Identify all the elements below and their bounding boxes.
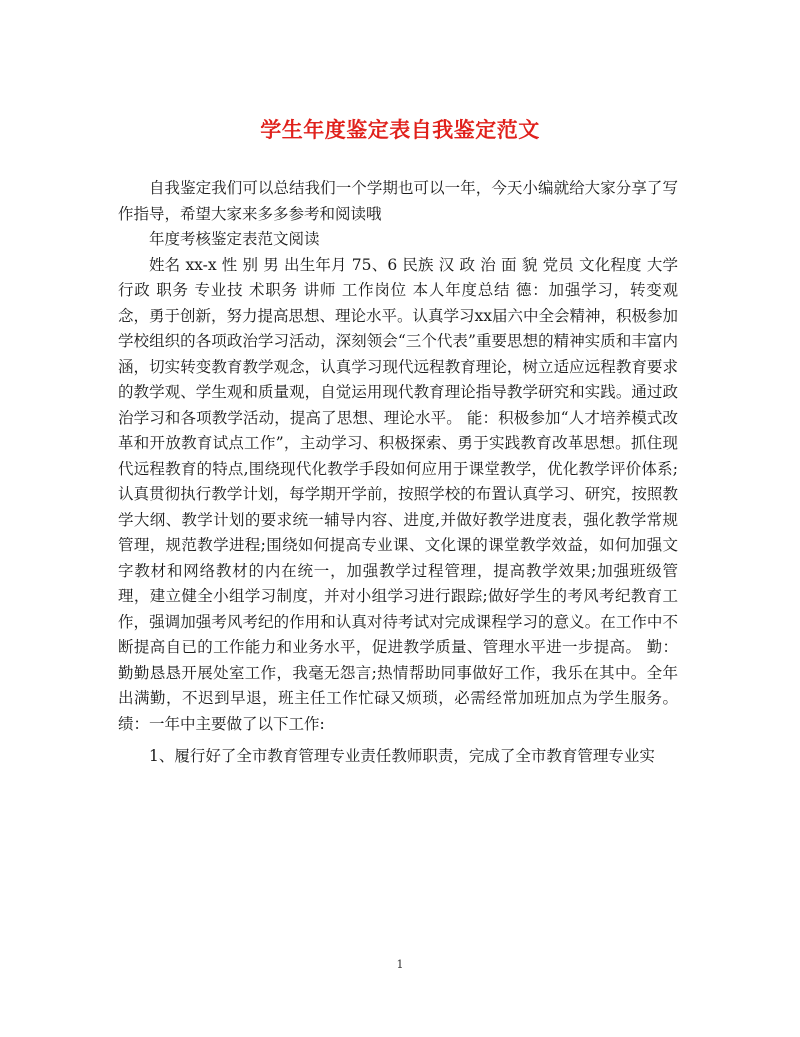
- section-heading: 年度考核鉴定表范文阅读: [149, 230, 320, 248]
- document-title: 学生年度鉴定表自我鉴定范文: [260, 117, 540, 142]
- document-body: [118, 176, 678, 770]
- main-paragraph: 姓名 xx-x 性 别 男 出生年月 75、6 民族 汉 政 治 面 貌 党员 文化程度 大学 行政 职务 专业技 术职务 讲师 工作岗位 本人年度总结 德：加强学习，转变观念，勇于创新，努力提高思想、理论水平。认真学习xx届六中全会精神，积极参加学校组织的各项政治学习活动，深刻领会“三个代表”重要思想的精神实质和丰富内涵，切实转变教育教学观念，认真学习现代远程教育理论，树立适应远程教育要求的教学观、学生观和质量观，自觉运用现代教育理论指导教学研究和实践。通过政治学习和各项教学活动，提高了思想、理论水平。 能：积极参加“人才培养模式改革和开放教育试点工作”，主动学习、积极探索、勇于实践教育改革思想。抓住现代远程教育的特点,围绕现代化教学手段如何应用于课堂教学，优化教学评价体系;认真贯彻执行教学计划，每学期开学前，按照学校的布置认真学习、研究，按照教学大纲、教学计划的要求统一辅导内容、进度,并做好教学进度表，强化教学常规管理，规范教学进程;围绕如何提高专业课、文化课的课堂教学效益，如何加强文字教材和网络教材的内在统一，加强教学过程管理，提高教学效果;加强班级管理，建立健全小组学习制度，并对小组学习进行跟踪;做好学生的考风考纪教育工作，强调加强考风考纪的作用和认真对待考试对完成课程学习的意义。在工作中不断提高自已的工作能力和业务水平，促进教学质量、管理水平进一步提高。 勤：勤勤恳恳开展处室工作，我毫无怨言;热情帮助同事做好工作，我乐在其中。全年出满勤，不迟到早退，班主任工作忙碌又烦琐，必需经常加班加点为学生服务。 绩：一年中主要做了以下工作:: [118, 255, 678, 733]
- intro-paragraph: 自我鉴定我们可以总结我们一个学期也可以一年，今天小编就给大家分享了写作指导，希望大家来多多参考和阅读哦: [118, 179, 678, 223]
- list-item-paragraph: 1、履行好了全市教育管理专业责任教师职责，完成了全市教育管理专业实: [149, 747, 655, 765]
- page-number: 1: [396, 958, 404, 971]
